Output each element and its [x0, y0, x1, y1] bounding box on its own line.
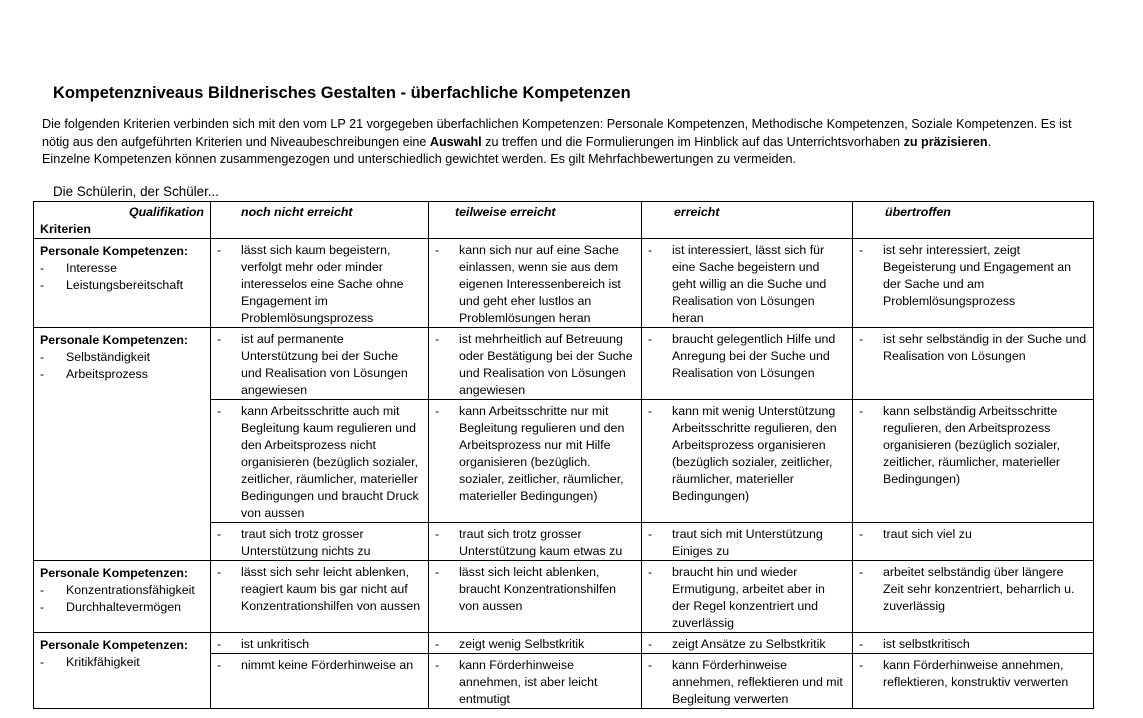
criteria-heading: Personale Kompetenzen: [40, 244, 189, 258]
level-cell [642, 328, 853, 400]
level-description: kann Arbeitsschritte auch mit Begleitung kaum regulieren und den Arbeitsprozess nicht organisieren (bezüglich sozialer, zeitlicher, räumlicher, materieller Bedingungen und braucht Druck von aussen [241, 404, 419, 520]
intro-part-3: . [987, 134, 992, 149]
level-description: ist interessiert, lässt sich für eine Sache begeistern und geht willig an die Suche und Realisation von Lösungen heran [672, 243, 827, 325]
bullet-dash: - [40, 261, 45, 275]
criteria-item-label: Leistungsbereitschaft [66, 278, 184, 292]
criteria-item [40, 349, 206, 366]
level-description: braucht hin und wieder Ermutigung, arbeitet aber in der Regel konzentriert und zuverlässig [672, 565, 825, 630]
criteria-item-label: Durchhaltevermögen [66, 600, 182, 614]
level-cell [642, 654, 853, 709]
table-body [34, 239, 1094, 709]
level-description: lässt sich sehr leicht ablenken, reagiert kaum bis gar nicht auf Konzentrationshilfen von aussen [241, 565, 421, 613]
level-description: ist selbstkritisch [883, 637, 970, 651]
criteria-item [40, 277, 206, 294]
level-description: traut sich trotz grosser Unterstützung nichts zu [241, 527, 371, 558]
bullet-dash: - [435, 637, 440, 651]
level-description: traut sich mit Unterstützung Einiges zu [672, 527, 823, 558]
level-cell [429, 328, 642, 400]
level-description: kann selbständig Arbeitsschritte regulieren, den Arbeitsprozess organisieren (bezüglich sozialer, zeitlicher, räumlicher, materieller Bedingungen) [883, 404, 1061, 486]
level-description: nimmt keine Förderhinweise an [241, 658, 414, 672]
header-level-3: erreicht [642, 202, 853, 239]
table-row [34, 561, 1094, 633]
bullet-dash: - [217, 332, 222, 346]
level-description: kann Förderhinweise annehmen, ist aber leicht entmutigt [459, 658, 598, 706]
level-cell [211, 561, 429, 633]
level-cell [642, 400, 853, 523]
level-cell [429, 633, 642, 654]
level-cell [642, 561, 853, 633]
level-description: kann sich nur auf eine Sache einlassen, wenn sie aus dem eigenen Interessenbereich ist und geht eher lustlos an Problemlösungen heran [459, 243, 621, 325]
level-description: traut sich trotz grosser Unterstützung kaum etwas zu [459, 527, 623, 558]
level-cell [853, 328, 1094, 400]
bullet-dash: - [648, 637, 653, 651]
level-cell [211, 328, 429, 400]
criteria-item-label: Selbständigkeit [66, 350, 151, 364]
bullet-dash: - [40, 350, 45, 364]
competence-table [33, 201, 1094, 709]
criteria-item-label: Konzentrationsfähigkeit [66, 583, 195, 597]
criteria-cell [34, 328, 211, 561]
level-cell [429, 523, 642, 561]
level-description: kann Förderhinweise annehmen, reflektieren und mit Begleitung verwerten [672, 658, 843, 706]
bullet-dash: - [217, 404, 222, 418]
criteria-cell [34, 633, 211, 709]
bullet-dash: - [648, 527, 653, 541]
criteria-item [40, 582, 206, 599]
bullet-dash: - [859, 527, 864, 541]
bullet-dash: - [217, 565, 222, 579]
criteria-cell [34, 561, 211, 633]
level-description: arbeitet selbständig über längere Zeit sehr konzentriert, beharrlich u. zuverlässig [883, 565, 1075, 613]
criteria-item [40, 260, 206, 277]
bullet-dash: - [40, 583, 45, 597]
level-cell [853, 239, 1094, 328]
bullet-dash: - [859, 243, 864, 257]
criteria-heading: Personale Kompetenzen: [40, 566, 189, 580]
table-row [34, 328, 1094, 400]
level-cell [211, 523, 429, 561]
bullet-dash: - [435, 404, 440, 418]
header-level-4: übertroffen [853, 202, 1094, 239]
criteria-item-label: Interesse [66, 261, 117, 275]
intro-part-1: Die folgenden Kriterien verbinden sich mit den vom LP 21 vorgegeben überfachlichen Kompetenzen: Personale Kompetenzen, Methodische Kompetenzen, Soziale Kompetenzen. Es ist nötig aus den aufgeführten Kriterien und Niveaubeschreibungen eine [42, 117, 1072, 149]
level-description: ist unkritisch [241, 637, 310, 651]
level-cell [211, 633, 429, 654]
level-cell [642, 633, 853, 654]
bullet-dash: - [435, 658, 440, 672]
bullet-dash: - [40, 367, 45, 381]
criteria-heading: Personale Kompetenzen: [40, 638, 189, 652]
criteria-item-label: Kritikfähigkeit [66, 655, 140, 669]
criteria-item [40, 654, 206, 671]
level-cell [853, 400, 1094, 523]
level-cell [211, 400, 429, 523]
level-cell [853, 633, 1094, 654]
bullet-dash: - [648, 332, 653, 346]
bullet-dash: - [217, 658, 222, 672]
header-corner-cell [34, 202, 211, 239]
criteria-item [40, 366, 206, 383]
lead-text: Die Schülerin, der Schüler... [53, 184, 219, 199]
bullet-dash: - [859, 332, 864, 346]
level-description: ist sehr selbständig in der Suche und Realisation von Lösungen [883, 332, 1087, 363]
level-cell [429, 561, 642, 633]
bullet-dash: - [859, 658, 864, 672]
intro-bold-auswahl: Auswahl [429, 134, 482, 149]
header-level-1: noch nicht erreicht [211, 202, 429, 239]
level-description: kann Förderhinweise annehmen, reflektieren, konstruktiv verwerten [883, 658, 1069, 689]
level-cell [853, 654, 1094, 709]
table-row [34, 239, 1094, 328]
bullet-dash: - [648, 658, 653, 672]
bullet-dash: - [40, 600, 45, 614]
level-description: lässt sich kaum begeistern, verfolgt mehr oder minder interesselos eine Sache ohne Engagement im Problemlösungsprozess [241, 243, 404, 325]
level-cell [429, 654, 642, 709]
level-cell [853, 523, 1094, 561]
level-description: braucht gelegentlich Hilfe und Anregung bei der Suche und Realisation von Lösungen [672, 332, 836, 380]
criteria-item-label: Arbeitsprozess [66, 367, 148, 381]
bullet-dash: - [435, 243, 440, 257]
bullet-dash: - [648, 565, 653, 579]
bullet-dash: - [859, 565, 864, 579]
bullet-dash: - [40, 278, 45, 292]
level-description: traut sich viel zu [883, 527, 972, 541]
level-description: zeigt Ansätze zu Selbstkritik [672, 637, 826, 651]
bullet-dash: - [217, 243, 222, 257]
bullet-dash: - [859, 404, 864, 418]
header-level-2: teilweise erreicht [429, 202, 642, 239]
level-cell [642, 239, 853, 328]
intro-bold-praezisieren: zu präzisieren [903, 134, 988, 149]
level-cell [429, 400, 642, 523]
level-cell [642, 523, 853, 561]
level-description: ist sehr interessiert, zeigt Begeisterung und Engagement an der Sache und am Problemlösungsprozess [883, 243, 1072, 308]
level-cell [429, 239, 642, 328]
bullet-dash: - [648, 404, 653, 418]
level-cell [211, 239, 429, 328]
page-title: Kompetenzniveaus Bildnerisches Gestalten - überfachliche Kompetenzen [53, 84, 631, 102]
header-qualifikation: Qualifikation [128, 205, 204, 219]
intro-text [42, 116, 1102, 169]
table-row [34, 633, 1094, 654]
bullet-dash: - [40, 655, 45, 669]
level-description: kann mit wenig Unterstützung Arbeitsschritte regulieren, den Arbeitsprozess organisieren (bezüglich sozialer, zeitlicher, räumlicher, materieller Bedingungen) [672, 404, 837, 503]
bullet-dash: - [435, 565, 440, 579]
criteria-heading: Personale Kompetenzen: [40, 333, 189, 347]
level-description: kann Arbeitsschritte nur mit Begleitung regulieren und den Arbeitsprozess nur mit Hilfe organisieren (bezüglich. sozialer, zeitlicher, räumlicher, materieller Bedingungen) [459, 404, 625, 503]
level-description: ist auf permanente Unterstützung bei der Suche und Realisation von Lösungen angewiesen [241, 332, 408, 397]
bullet-dash: - [435, 332, 440, 346]
intro-part-4: Einzelne Kompetenzen können zusammengezogen und unterschiedlich gewichtet werden. Es gilt Mehrfachbewertungen zu vermeiden. [42, 152, 796, 166]
level-description: lässt sich leicht ablenken, braucht Konzentrationshilfen von aussen [459, 565, 617, 613]
intro-part-2: zu treffen und die Formulierungen im Hinblick auf das Unterrichtsvorhaben [481, 134, 904, 149]
bullet-dash: - [217, 637, 222, 651]
bullet-dash: - [435, 527, 440, 541]
level-cell [211, 654, 429, 709]
bullet-dash: - [648, 243, 653, 257]
bullet-dash: - [859, 637, 864, 651]
level-description: ist mehrheitlich auf Betreuung oder Bestätigung bei der Suche und Realisation von Lösungen angewiesen [459, 332, 633, 397]
level-description: zeigt wenig Selbstkritik [459, 637, 585, 651]
header-kriterien: Kriterien [40, 222, 91, 236]
bullet-dash: - [217, 527, 222, 541]
level-cell [853, 561, 1094, 633]
criteria-item [40, 599, 206, 616]
criteria-cell [34, 239, 211, 328]
table-header-row [34, 202, 1094, 239]
